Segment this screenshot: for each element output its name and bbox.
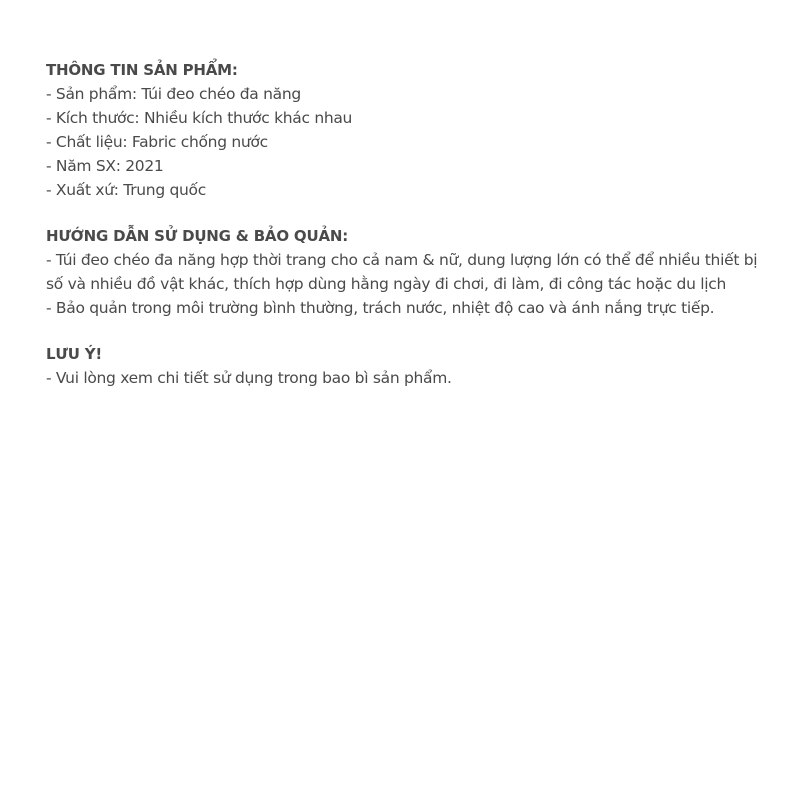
product-name-line: - Sản phẩm: Túi đeo chéo đa năng xyxy=(46,85,301,103)
usage-heading: HƯỚNG DẪN SỬ DỤNG & BẢO QUẢN: xyxy=(46,227,349,245)
storage-line: - Bảo quản trong môi trường bình thường, trách nước, nhiệt độ cao và ánh nắng trực tiếp. xyxy=(46,299,715,317)
product-info-heading: THÔNG TIN SẢN PHẨM: xyxy=(46,61,238,79)
material-line: - Chất liệu: Fabric chống nước xyxy=(46,133,268,151)
origin-line: - Xuất xứ: Trung quốc xyxy=(46,181,206,199)
product-description xyxy=(46,58,766,412)
usage-line: - Túi đeo chéo đa năng hợp thời trang cho cả nam & nữ, dung lượng lớn có thể để nhiều thiết bị xyxy=(46,251,758,269)
product-info-section xyxy=(46,58,766,202)
usage-line-continued: số và nhiều đồ vật khác, thích hợp dùng hằng ngày đi chơi, đi làm, đi công tác hoặc du lịch xyxy=(46,275,726,293)
size-line: - Kích thước: Nhiều kích thước khác nhau xyxy=(46,109,353,127)
note-section xyxy=(46,342,766,390)
note-heading: LƯU Ý! xyxy=(46,345,102,363)
usage-section xyxy=(46,224,766,320)
note-line: - Vui lòng xem chi tiết sử dụng trong bao bì sản phẩm. xyxy=(46,369,452,387)
year-line: - Năm SX: 2021 xyxy=(46,157,164,175)
